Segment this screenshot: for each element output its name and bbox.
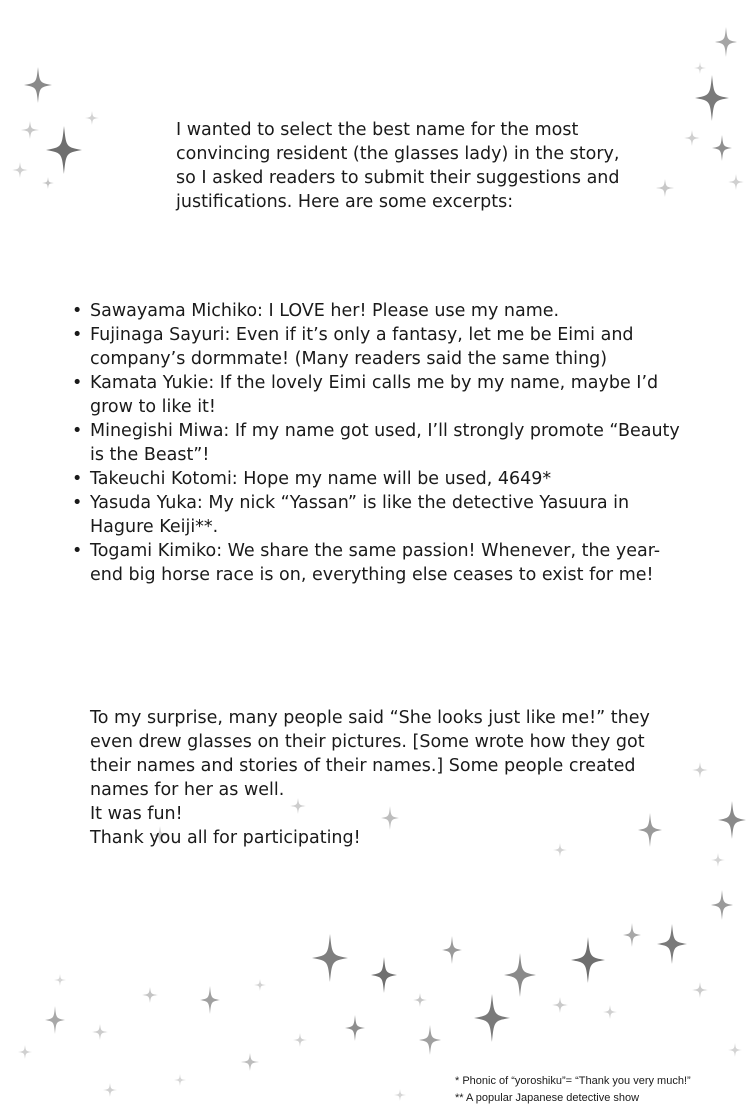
- footnotes: [455, 1073, 745, 1107]
- closing-line: their names and stories of their names.] Some people created: [90, 756, 636, 776]
- closing-paragraph: [90, 706, 650, 850]
- list-item: [72, 299, 672, 323]
- excerpt-line: • Sawayama Michiko: I LOVE her! Please use my name.: [90, 301, 560, 321]
- excerpt-line: company’s dormmate! (Many readers said the same thing): [90, 349, 608, 369]
- closing-line: even drew glasses on their pictures. [Some wrote how they got: [90, 732, 645, 752]
- reader-excerpts-list: [72, 299, 680, 587]
- intro-line: so I asked readers to submit their suggestions and: [176, 168, 620, 188]
- list-item: [72, 419, 680, 467]
- list-item: [72, 323, 672, 371]
- closing-line: It was fun!: [90, 804, 183, 824]
- list-item: [72, 539, 672, 587]
- intro-line: justifications. Here are some excerpts:: [176, 192, 514, 212]
- intro-line: convincing resident (the glasses lady) in the story,: [176, 144, 620, 164]
- excerpt-line: Hagure Keiji**.: [90, 517, 219, 537]
- excerpt-line: grow to like it!: [90, 397, 216, 417]
- excerpt-line: • Kamata Yukie: If the lovely Eimi calls me by my name, maybe I’d: [90, 373, 659, 393]
- list-item: [72, 371, 672, 419]
- excerpt-line: • Togami Kimiko: We share the same passion! Whenever, the year-: [90, 541, 661, 561]
- intro-paragraph: [176, 118, 620, 214]
- footnote-yoroshiku: * Phonic of “yoroshiku”= “Thank you very much!”: [455, 1075, 691, 1087]
- excerpt-line: • Minegishi Miwa: If my name got used, I’ll strongly promote “Beauty: [90, 421, 680, 441]
- footnote-hagure-keiji: ** A popular Japanese detective show: [455, 1092, 640, 1104]
- closing-line: To my surprise, many people said “She looks just like me!” they: [90, 708, 650, 728]
- closing-line: names for her as well.: [90, 780, 285, 800]
- excerpt-line: • Fujinaga Sayuri: Even if it’s only a fantasy, let me be Eimi and: [90, 325, 634, 345]
- intro-line: I wanted to select the best name for the most: [176, 120, 579, 140]
- closing-line: Thank you all for participating!: [90, 828, 361, 848]
- excerpt-line: • Yasuda Yuka: My nick “Yassan” is like the detective Yasuura in: [90, 493, 630, 513]
- excerpt-line: end big horse race is on, everything else ceases to exist for me!: [90, 565, 654, 585]
- list-item: [72, 467, 672, 491]
- excerpt-line: is the Beast”!: [90, 445, 210, 465]
- excerpt-line: • Takeuchi Kotomi: Hope my name will be used, 4649*: [90, 469, 552, 489]
- list-item: [72, 491, 672, 539]
